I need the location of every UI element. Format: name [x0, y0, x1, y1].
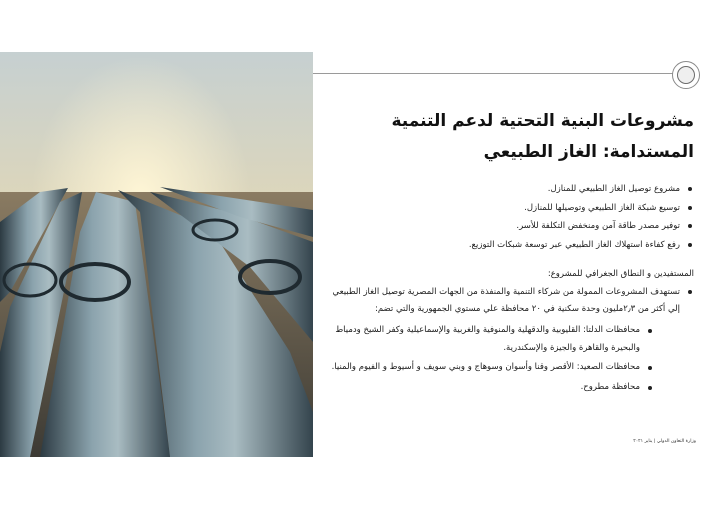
beneficiaries-list	[318, 284, 694, 396]
title-line-1: مشروعات البنية التحتية لدعم التنمية	[391, 111, 694, 131]
regions-list	[318, 322, 654, 396]
page-title	[318, 106, 694, 168]
list-item: توفير مصدر طاقة آمن ومنخفض التكلفة للأسر.	[318, 217, 694, 236]
pipeline-photo	[0, 52, 313, 457]
list-item: مشروع توصيل الغاز الطبيعي للمنازل.	[318, 180, 694, 199]
list-item: توسيع شبكة الغاز الطبيعي وتوصيلها للمنازل.	[318, 199, 694, 218]
footer-source: وزارة التعاون الدولي | يناير ٢٠٢١	[633, 439, 696, 444]
list-item: محافظات الصعيد: الأقصر وقنا وأسوان وسوهاج و وبني سويف و أسيوط و الفيوم والمنيا.	[318, 359, 654, 377]
beneficiaries-text: تستهدف المشروعات الممولة من شركاء التنمية والمنفذة من الجهات المصرية توصيل الغاز الطبيعي إلي أكثر من ٢٫٣مليون وحدة سكنية في ٢٠ محافظة علي مستوي الجمهورية والتي تضم:	[332, 287, 680, 314]
beneficiaries-heading: المستفيدين و النطاق الجغرافي للمشروع:	[547, 269, 694, 279]
list-item: رفع كفاءة استهلاك الغاز الطبيعي عبر توسعة شبكات التوزيع.	[318, 236, 694, 255]
ministry-emblem-icon	[672, 61, 700, 89]
title-line-2: المستدامة: الغاز الطبيعي	[483, 142, 694, 162]
list-item	[318, 284, 694, 396]
project-goals-list	[318, 180, 694, 254]
list-item: محافظات الدلتا: القليوبية والدقهلية والمنوفية والغربية والإسماعيلية وكفر الشيخ ودمياط والبحيرة والقاهرة والجيزة والإسكندرية.	[318, 322, 654, 357]
main-content	[318, 106, 694, 396]
list-item: محافظة مطروح.	[318, 379, 654, 397]
